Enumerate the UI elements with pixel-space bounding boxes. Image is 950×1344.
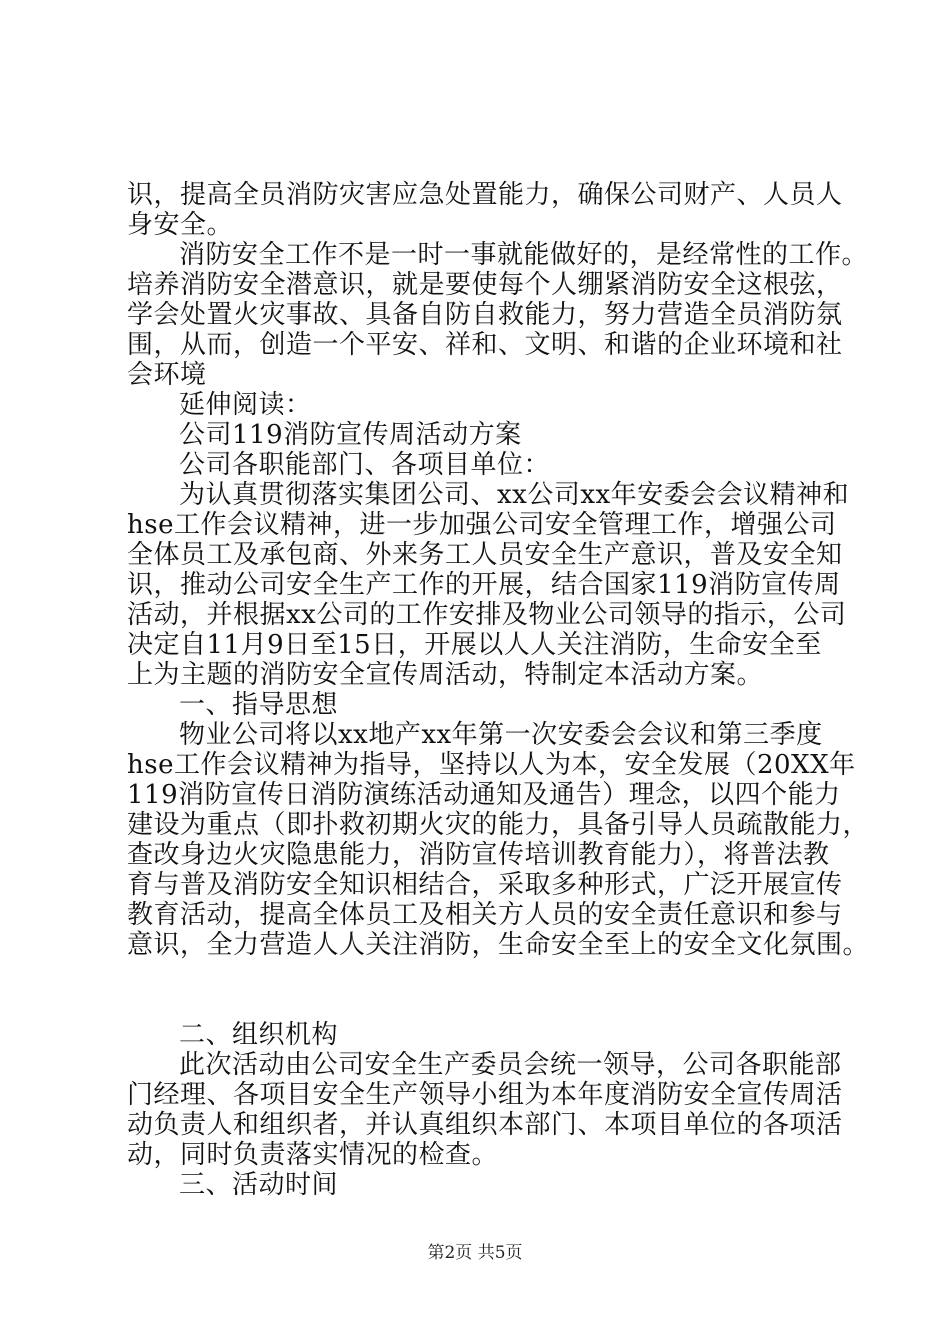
text-line: 消防安全工作不是一时一事就能做好的，是经常性的工作。 — [179, 240, 869, 270]
text-line: 教育活动，提高全体员工及相关方人员的安全责任意识和参与 — [127, 900, 843, 930]
text-line: 动负责人和组织者，并认真组织本部门、本项目单位的各项活 — [127, 1110, 843, 1140]
section-heading: 二、组织机构 — [179, 1020, 339, 1050]
text-line: 围，从而，创造一个平安、祥和、文明、和谐的企业环境和社 — [127, 330, 843, 360]
text-line: 育与普及消防安全知识相结合，采取多种形式，广泛开展宣传 — [127, 870, 843, 900]
text-line: 身安全。 — [127, 210, 234, 240]
section-heading: 三、活动时间 — [179, 1170, 339, 1200]
text-line: 会环境 — [127, 360, 207, 390]
text-line: 全体员工及承包商、外来务工人员安全生产意识，普及安全知 — [127, 540, 843, 570]
text-line: 培养消防安全潜意识，就是要使每个人绷紧消防安全这根弦， — [127, 270, 843, 300]
text-line: 决定自11月9日至15日，开展以人人关注消防，生命安全至 — [127, 630, 822, 660]
text-line: 动，同时负责落实情况的检查。 — [127, 1140, 499, 1170]
paragraph-gap — [127, 960, 827, 1020]
text-line: hse工作会议精神，进一步加强公司安全管理工作，增强公司 — [127, 510, 837, 540]
page-number-footer: 第2页 共5页 — [427, 1243, 523, 1263]
text-line: hse工作会议精神为指导，坚持以人为本，安全发展（20XX年 — [127, 750, 856, 780]
text-line: 活动，并根据xx公司的工作安排及物业公司领导的指示，公司 — [127, 600, 847, 630]
text-line: 为认真贯彻落实集团公司、xx公司xx年安委会会议精神和 — [179, 480, 850, 510]
text-line: 意识，全力营造人人关注消防，生命安全至上的安全文化氛围。 — [127, 930, 870, 960]
document-title: 公司119消防宣传周活动方案 — [179, 420, 522, 450]
text-line: 学会处置火灾事故、具备自防自救能力，努力营造全员消防氛 — [127, 300, 843, 330]
text-line: 查改身边火灾隐患能力，消防宣传培训教育能力），将普法教 — [127, 840, 830, 870]
document-body — [127, 180, 870, 1200]
section-heading: 一、指导思想 — [179, 690, 339, 720]
salutation: 公司各职能部门、各项目单位： — [179, 450, 551, 480]
text-line: 门经理、各项目安全生产领导小组为本年度消防安全宣传周活 — [127, 1080, 843, 1110]
section-label: 延伸阅读： — [179, 390, 312, 420]
text-line: 建设为重点（即扑救初期火灾的能力，具备引导人员疏散能力， — [127, 810, 870, 840]
text-line: 识，提高全员消防灾害应急处置能力，确保公司财产、人员人 — [127, 180, 843, 210]
text-line: 119消防宣传日消防演练活动通知及通告）理念，以四个能力 — [127, 780, 841, 810]
text-line: 识，推动公司安全生产工作的开展，结合国家119消防宣传周 — [127, 570, 841, 600]
text-line: 此次活动由公司安全生产委员会统一领导，公司各职能部 — [179, 1050, 842, 1080]
text-line: 上为主题的消防安全宣传周活动，特制定本活动方案。 — [127, 660, 764, 690]
text-line: 物业公司将以xx地产xx年第一次安委会会议和第三季度 — [179, 720, 823, 750]
